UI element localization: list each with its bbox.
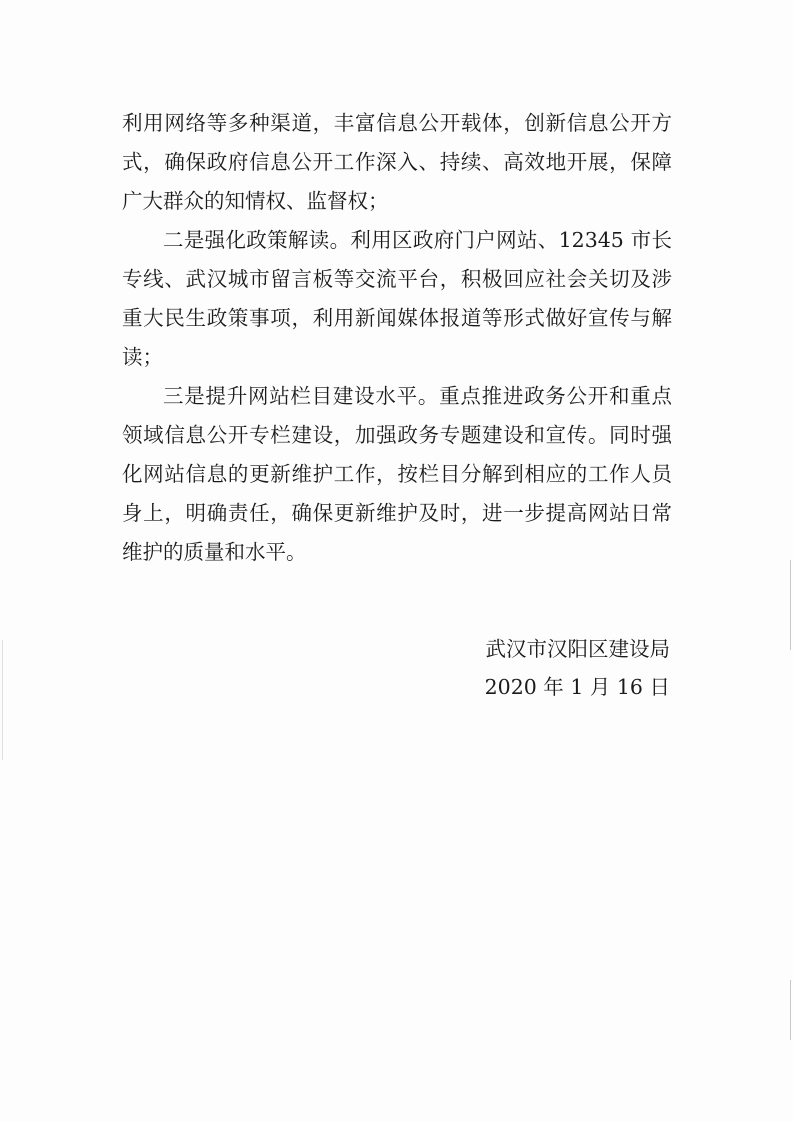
paragraph-2-line-1: 二是强化政策解读。利用区政府门户网站、12345 市长 — [163, 228, 672, 252]
scan-edge-mark — [790, 560, 791, 650]
paragraph-2-line-3: 重大民生政策事项，利用新闻媒体报道等形式做好宣传与解 — [122, 306, 672, 330]
scan-edge-mark — [2, 640, 3, 760]
paragraph-1-line-2: 式，确保政府信息公开工作深入、持续、高效地开展，保障 — [122, 150, 672, 174]
signature-date: 2020 年 1 月 16 日 — [484, 675, 670, 699]
paragraph-1-line-3: 广大群众的知情权、监督权； — [122, 189, 389, 213]
paragraph-2-line-2: 专线、武汉城市留言板等交流平台，积极回应社会关切及涉 — [122, 267, 672, 291]
document-body — [122, 104, 672, 572]
paragraph-3-line-2: 领域信息公开专栏建设，加强政务专题建设和宣传。同时强 — [122, 423, 672, 447]
signature-block — [485, 630, 670, 706]
signature-organization: 武汉市汉阳区建设局 — [485, 637, 670, 661]
paragraph-3-line-1: 三是提升网站栏目建设水平。重点推进政务公开和重点 — [163, 384, 672, 408]
paragraph-2-line-4: 读； — [122, 345, 163, 369]
paragraph-3-line-4: 身上，明确责任，确保更新维护及时，进一步提高网站日常 — [122, 501, 672, 525]
paragraph-3-line-5: 维护的质量和水平。 — [122, 540, 307, 564]
paragraph-1-line-1: 利用网络等多种渠道，丰富信息公开载体，创新信息公开方 — [122, 111, 672, 135]
paragraph-3-line-3: 化网站信息的更新维护工作，按栏目分解到相应的工作人员 — [122, 462, 672, 486]
scan-edge-mark — [790, 980, 791, 1040]
